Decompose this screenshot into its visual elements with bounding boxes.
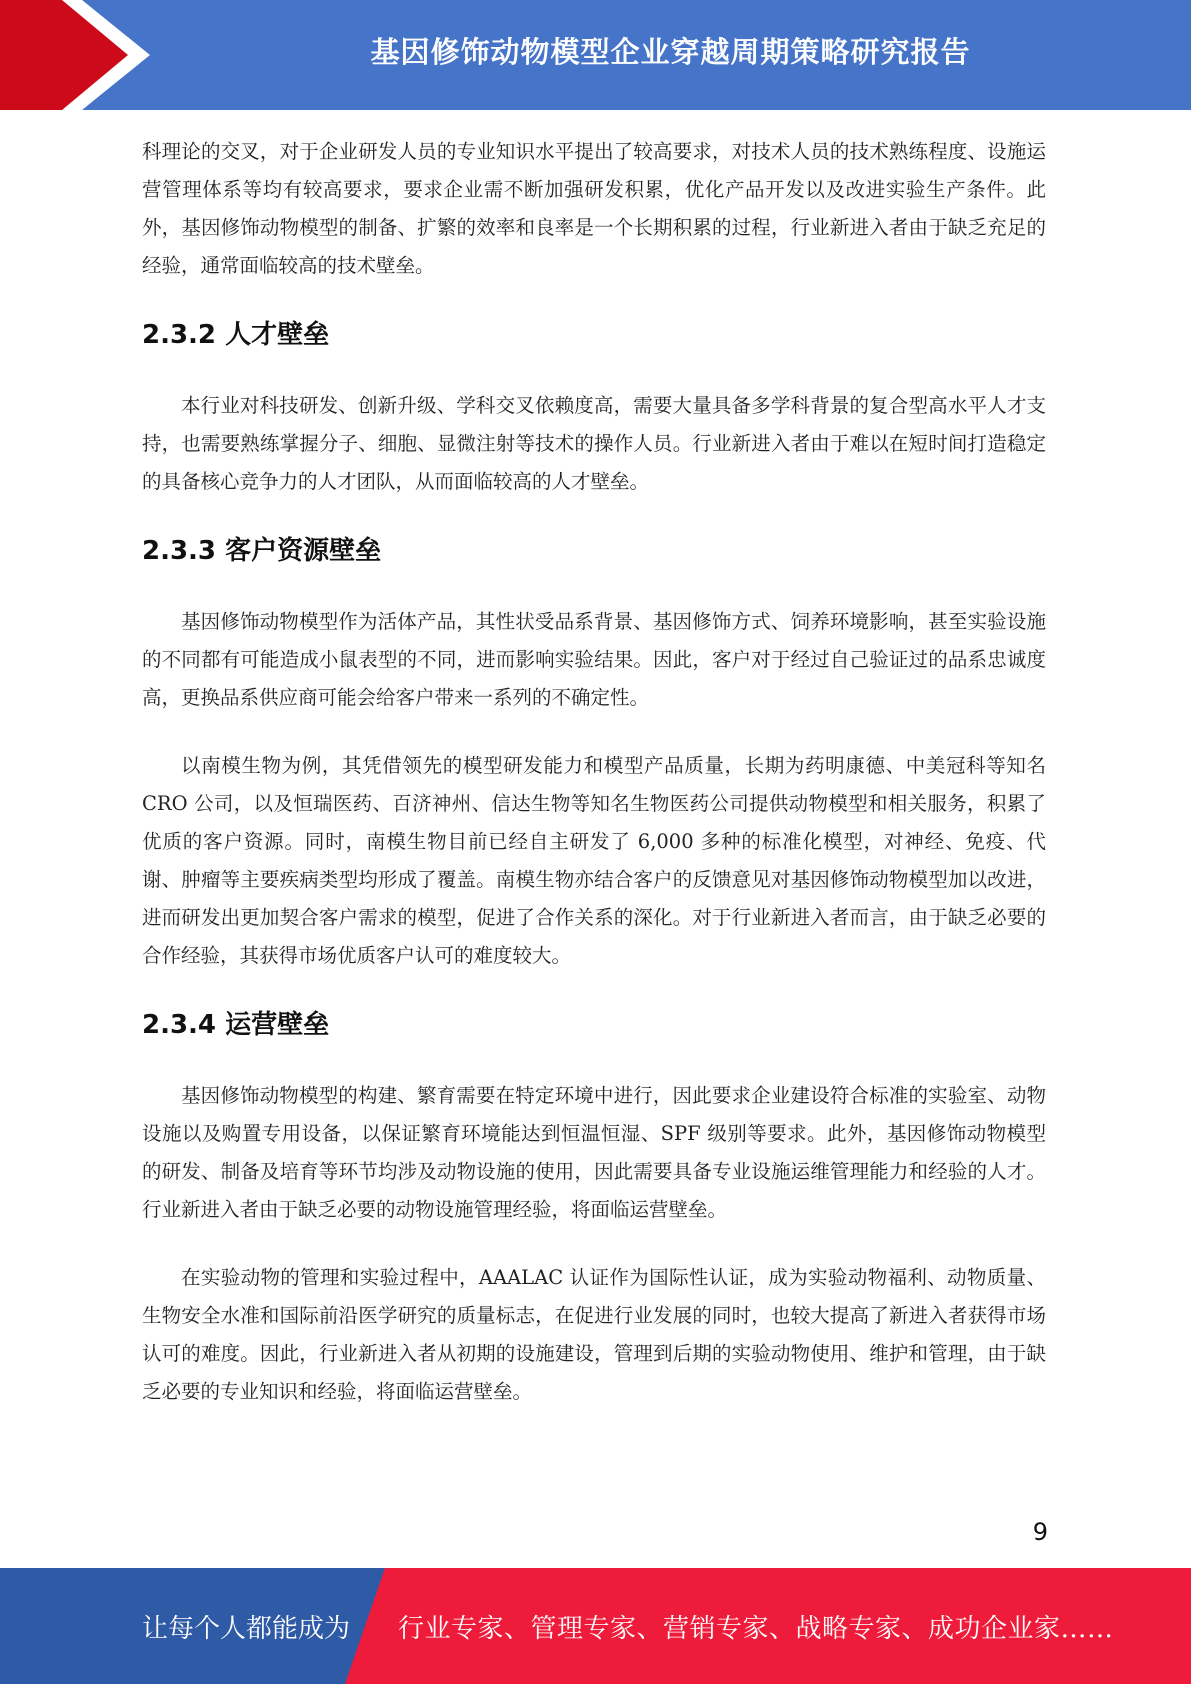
section-heading-customer: 2.3.3 客户资源壁垒: [142, 536, 382, 566]
page-number: 9: [1032, 1518, 1048, 1546]
footer-slogan-left: 让每个人都能成为: [142, 1613, 351, 1644]
intro-paragraph: 科理论的交叉，对于企业研发人员的专业知识水平提出了较高要求，对技术人员的技术熟练程度、设施运营管理体系等均有较高要求，要求企业需不断加强研发积累，优化产品开发以及改进实验生产条件。此外，基因修饰动物模型的制备、扩繁的效率和良率是一个长期积累的过程，行业新进入者由于缺乏充足的经验，通常面临较高的技术壁垒。: [142, 140, 1046, 277]
paragraph-operations-1: 基因修饰动物模型的构建、繁育需要在特定环境中进行，因此要求企业建设符合标准的实验室、动物设施以及购置专用设备，以保证繁育环境能达到恒温恒湿、SPF 级别等要求。此外，基因修饰动物模型的研发、制备及培育等环节均涉及动物设施的使用，因此需要具备专业设施运维管理能力和经验的人才。行业新进入者由于缺乏必要的动物设施管理经验，将面临运营壁垒。: [142, 1084, 1046, 1221]
paragraph-operations-2: 在实验动物的管理和实验过程中，AAALAC 认证作为国际性认证，成为实验动物福利、动物质量、生物安全水准和国际前沿医学研究的质量标志，在促进行业发展的同时，也较大提高了新进入者获得市场认可的难度。因此，行业新进入者从初期的设施建设，管理到后期的实验动物使用、维护和管理，由于缺乏必要的专业知识和经验，将面临运营壁垒。: [142, 1266, 1046, 1403]
paragraph-customer-2: 以南模生物为例，其凭借领先的模型研发能力和模型产品质量，长期为药明康德、中美冠科等知名 CRO 公司，以及恒瑞医药、百济神州、信达生物等知名生物医药公司提供动物模型和相关服务，积累了优质的客户资源。同时，南模生物目前已经自主研发了 6,000 多种的标准化模型，对神经、免疫、代谢、肿瘤等主要疾病类型均形成了覆盖。南模生物亦结合客户的反馈意见对基因修饰动物模型加以改进，进而研发出更加契合客户需求的模型，促进了合作关系的深化。对于行业新进入者而言，由于缺乏必要的合作经验，其获得市场优质客户认可的难度较大。: [142, 754, 1046, 967]
report-title: 基因修饰动物模型企业穿越周期策略研究报告: [370, 34, 971, 69]
section-heading-operations: 2.3.4 运营壁垒: [142, 1010, 330, 1040]
page-footer: [0, 1568, 1191, 1684]
red-chevron-decoration: [0, 0, 160, 110]
paragraph-customer-1: 基因修饰动物模型作为活体产品，其性状受品系背景、基因修饰方式、饲养环境影响，甚至实验设施的不同都有可能造成小鼠表型的不同，进而影响实验结果。因此，客户对于经过自己验证过的品系忠诚度高，更换品系供应商可能会给客户带来一系列的不确定性。: [142, 610, 1046, 709]
footer-slogan-right: 行业专家、管理专家、营销专家、战略专家、成功企业家……: [398, 1613, 1114, 1644]
paragraph-talent: 本行业对科技研发、创新升级、学科交叉依赖度高，需要大量具备多学科背景的复合型高水平人才支持，也需要熟练掌握分子、细胞、显微注射等技术的操作人员。行业新进入者由于难以在短时间打造稳定的具备核心竞争力的人才团队，从而面临较高的人才壁垒。: [142, 394, 1046, 493]
document-body: [142, 133, 1046, 1411]
section-heading-talent: 2.3.2 人才壁垒: [142, 320, 330, 350]
page-header: [0, 0, 1191, 110]
